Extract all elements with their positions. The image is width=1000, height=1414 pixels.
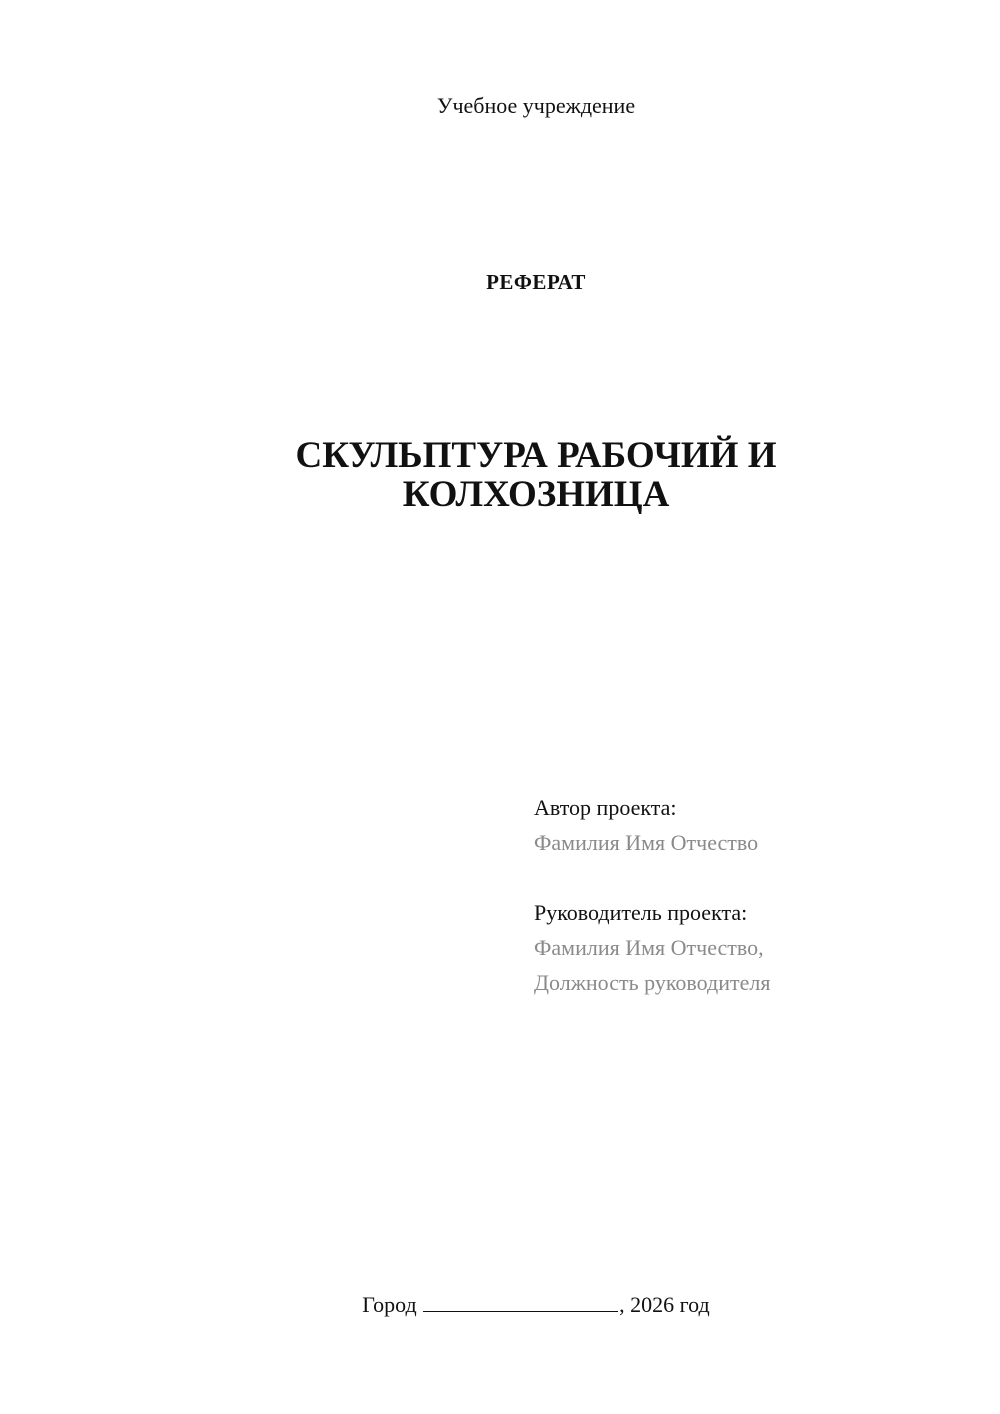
spacer bbox=[534, 860, 954, 895]
project-info-block bbox=[534, 790, 954, 1000]
supervisor-name: Фамилия Имя Отчество, bbox=[534, 935, 764, 960]
author-label: Автор проекта: bbox=[534, 795, 677, 820]
document-type: РЕФЕРАТ bbox=[486, 270, 586, 294]
supervisor-label: Руководитель проекта: bbox=[534, 900, 748, 925]
city-year-line bbox=[0, 1290, 1000, 1320]
city-blank-line bbox=[423, 1291, 618, 1312]
document-title-line-1: СКУЛЬПТУРА РАБОЧИЙ И bbox=[295, 435, 777, 476]
institution-name: Учебное учреждение bbox=[436, 93, 636, 118]
author-name: Фамилия Имя Отчество bbox=[534, 830, 759, 855]
supervisor-position: Должность руководителя bbox=[534, 970, 771, 995]
city-label: Город bbox=[362, 1292, 417, 1317]
document-title bbox=[236, 436, 836, 514]
year-text: , 2026 год bbox=[619, 1292, 710, 1317]
document-title-line-2: КОЛХОЗНИЦА bbox=[402, 474, 670, 515]
